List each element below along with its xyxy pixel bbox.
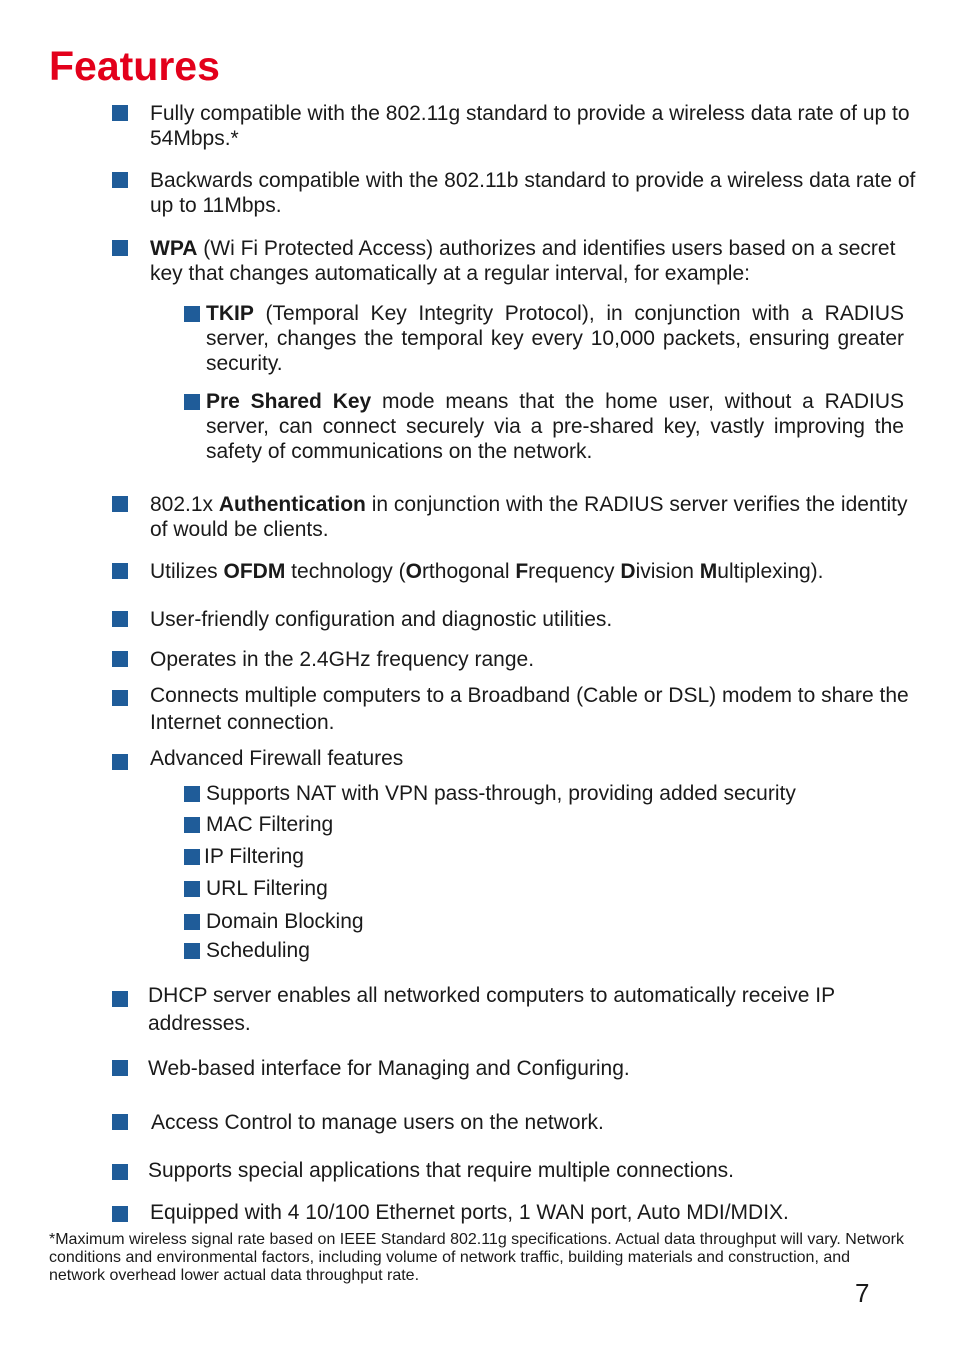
feature-text: Fully compatible with the 802.11g standard to provide a wireless data rate of up to 54Mbps.*	[150, 102, 910, 150]
sub-feature-item	[184, 938, 904, 963]
page-number: 7	[855, 1278, 870, 1308]
sub-feature-item	[184, 909, 904, 934]
feature-item	[112, 1110, 920, 1135]
feature-text: Advanced Firewall features	[150, 747, 404, 770]
feature-description: (Temporal Key Integrity Protocol), in conjunction with a RADIUS server, changes the temporal key every 10,000 packets, ensuring greater security.	[206, 302, 904, 375]
feature-text: Access Control to manage users on the network.	[151, 1111, 604, 1134]
feature-bold-term: WPA	[150, 237, 198, 260]
feature-bold-term: Pre Shared Key	[206, 390, 372, 413]
feature-item	[112, 1056, 920, 1081]
ofdm-bold: OFDM	[223, 560, 286, 583]
feature-text: Web-based interface for Managing and Configuring.	[148, 1057, 630, 1080]
ofdm-part: ultiplexing).	[717, 560, 824, 583]
feature-text: Backwards compatible with the 802.11b standard to provide a wireless data rate of up to 11Mbps.	[150, 169, 916, 217]
square-bullet-icon	[112, 611, 128, 627]
sub-feature-item	[184, 876, 904, 901]
sub-feature-item	[184, 781, 904, 806]
feature-item	[112, 682, 920, 736]
square-bullet-icon	[112, 496, 128, 512]
square-bullet-icon	[112, 1114, 128, 1130]
square-bullet-icon	[112, 991, 128, 1007]
feature-description: (Wi Fi Protected Access) authorizes and identifies users based on a secret key that changes automatically at a regular interval, for example:	[150, 237, 896, 285]
feature-item	[112, 982, 920, 1038]
square-bullet-icon	[112, 1164, 128, 1180]
square-bullet-icon	[184, 849, 200, 865]
feature-description: mode means that the home user, without a RADIUS server, can connect securely via a pre-shared key, vastly improving the safety of communications on the network.	[206, 390, 904, 463]
feature-bold-term: Authentication	[218, 493, 366, 516]
ofdm-bold: D	[620, 560, 636, 583]
feature-item	[112, 101, 920, 151]
square-bullet-icon	[112, 651, 128, 667]
square-bullet-icon	[184, 817, 200, 833]
feature-text: Connects multiple computers to a Broadband (Cable or DSL) modem to share the Internet connection.	[150, 684, 909, 734]
ofdm-part: rthogonal	[421, 560, 516, 583]
ofdm-bold: F	[515, 560, 529, 583]
ofdm-bold: O	[405, 560, 422, 583]
feature-item	[112, 492, 920, 542]
square-bullet-icon	[184, 786, 200, 802]
ofdm-part: requency	[528, 560, 621, 583]
feature-item	[112, 236, 920, 286]
square-bullet-icon	[112, 754, 128, 770]
square-bullet-icon	[184, 306, 200, 322]
square-bullet-icon	[184, 881, 200, 897]
ofdm-part: ivision	[635, 560, 700, 583]
feature-text	[150, 559, 920, 584]
square-bullet-icon	[112, 172, 128, 188]
feature-text: Equipped with 4 10/100 Ethernet ports, 1 WAN port, Auto MDI/MDIX.	[150, 1201, 789, 1224]
square-bullet-icon	[112, 105, 128, 121]
sub-feature-item	[184, 301, 904, 376]
feature-text: URL Filtering	[206, 877, 328, 900]
square-bullet-icon	[112, 563, 128, 579]
feature-item	[112, 1158, 920, 1183]
feature-text: Domain Blocking	[206, 910, 364, 933]
page-title: Features	[49, 43, 220, 89]
feature-item	[112, 647, 920, 672]
feature-text: IP Filtering	[204, 845, 304, 868]
ofdm-part: Utilizes	[150, 560, 224, 583]
feature-text	[206, 389, 904, 464]
square-bullet-icon	[112, 690, 128, 706]
feature-text: Supports NAT with VPN pass-through, providing added security	[206, 782, 796, 805]
feature-text: DHCP server enables all networked computers to automatically receive IP addresses.	[148, 984, 835, 1035]
feature-bold-term: TKIP	[206, 302, 254, 325]
feature-item	[112, 168, 920, 218]
feature-item	[112, 746, 920, 771]
square-bullet-icon	[184, 394, 200, 410]
feature-text: User-friendly configuration and diagnostic utilities.	[150, 608, 613, 631]
square-bullet-icon	[112, 1206, 128, 1222]
footnote: *Maximum wireless signal rate based on IEEE Standard 802.11g specifications. Actual data throughput will vary. Network conditions and environmental factors, including volume of network traffic, building materials and construction, and network overhead lower actual data throughput rate.	[49, 1231, 904, 1284]
feature-item	[112, 1200, 920, 1225]
feature-description: in conjunction with the RADIUS server verifies the identity of would be clients.	[150, 493, 908, 541]
feature-text: Operates in the 2.4GHz frequency range.	[150, 648, 535, 671]
feature-text: Supports special applications that require multiple connections.	[148, 1159, 735, 1182]
feature-item	[112, 607, 920, 632]
feature-item	[112, 559, 920, 584]
sub-feature-item	[184, 389, 904, 464]
square-bullet-icon	[184, 943, 200, 959]
sub-feature-item	[184, 812, 904, 837]
ofdm-bold: M	[699, 560, 718, 583]
feature-text: Scheduling	[206, 939, 310, 962]
feature-prefix: 802.1x	[150, 493, 219, 516]
square-bullet-icon	[184, 914, 200, 930]
feature-text	[150, 492, 920, 542]
feature-text	[150, 236, 920, 286]
square-bullet-icon	[112, 240, 128, 256]
feature-text: MAC Filtering	[206, 813, 334, 836]
square-bullet-icon	[112, 1060, 128, 1076]
ofdm-part: technology (	[285, 560, 406, 583]
feature-text	[206, 301, 904, 376]
sub-feature-item	[184, 844, 904, 869]
